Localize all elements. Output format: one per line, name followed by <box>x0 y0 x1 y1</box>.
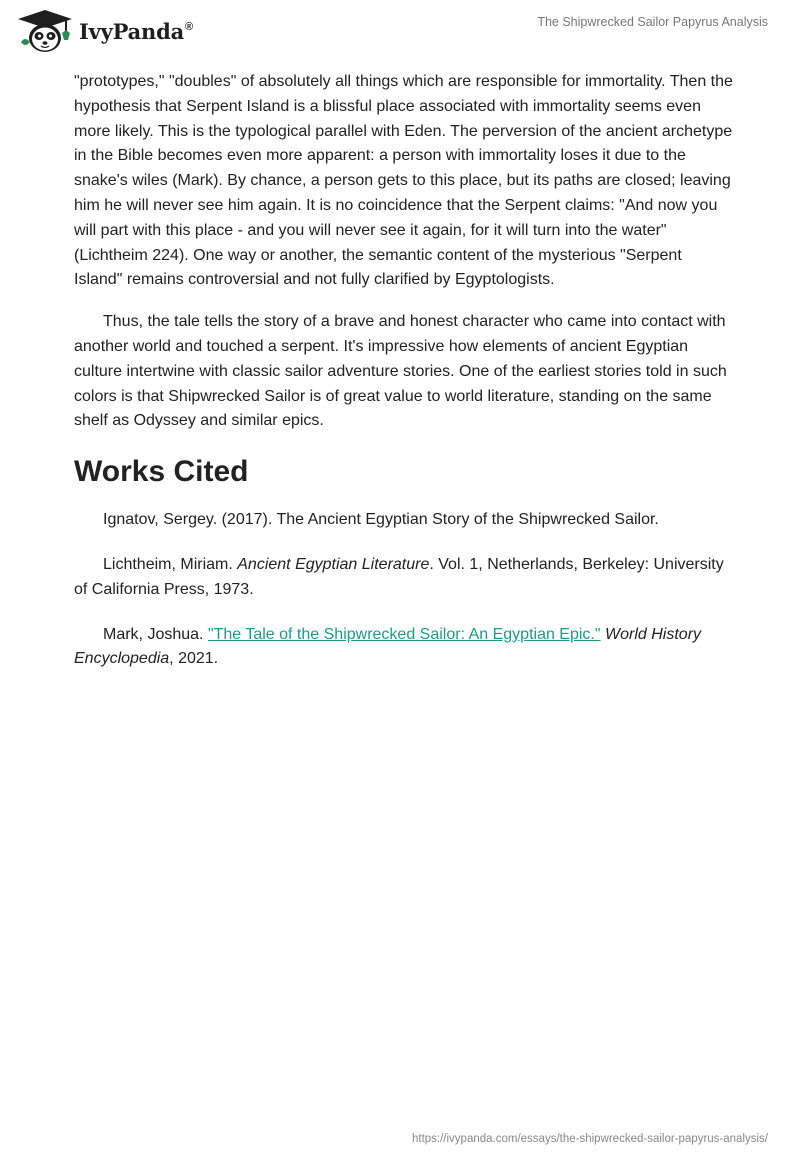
citation-ignatov: Ignatov, Sergey. (2017). The Ancient Egyptian Story of the Shipwrecked Sailor. <box>103 511 659 529</box>
footer-url: https://ivypanda.com/essays/the-shipwrecked-sailor-papyrus-analysis/ <box>411 1133 768 1145</box>
citation-book-title: Ancient Egyptian Literature <box>237 555 430 573</box>
citation-mark: Mark, Joshua. "The Tale of the Shipwrecked Sailor: An Egyptian Epic." World History Encyclopedia, 2021. <box>74 625 702 668</box>
citation-link[interactable]: "The Tale of the Shipwrecked Sailor: An Egyptian Epic." <box>207 625 601 643</box>
document-title: The Shipwrecked Sailor Papyrus Analysis <box>537 15 768 29</box>
brand-name: IvyPanda® <box>79 18 193 44</box>
panda-graduate-icon <box>16 8 74 54</box>
page-header <box>0 0 800 64</box>
works-cited-heading: Works Cited <box>74 455 249 489</box>
citation-journal-title: World History Encyclopedia <box>74 625 702 668</box>
body-paragraph-2: Thus, the tale tells the story of a brave and honest character who came into contact with another world and touched a serpent. It's impressive how elements of ancient Egyptian culture intertwine with classic sailor adventure stories. One of the earliest stories told in such colors is that Shipwrecked Sailor is of great value to world literature, standing on the same shelf as Odyssey and similar epics. <box>74 313 727 430</box>
citation-lichtheim: Lichtheim, Miriam. Ancient Egyptian Literature. Vol. 1, Netherlands, Berkeley: University of California Press, 1973. <box>74 555 724 598</box>
body-paragraph-1: "prototypes," "doubles" of absolutely all things which are responsible for immortality. Then the hypothesis that Serpent Island is a blissful place associated with immortality seems even more likely. This is the typological parallel with Eden. The perversion of the ancient archetype in the Bible becomes even more apparent: a person with immortality loses it due to the snake's wiles (Mark). By chance, a person gets to this place, but its paths are closed; leaving him he will never see him again. It is no coincidence that the Serpent claims: "And now you will part with this place - and you will never see it again, for it will turn into the water" (Lichtheim 224). One way or another, the semantic content of the mysterious "Serpent Island" remains controversial and not fully clarified by Egyptologists. <box>74 73 733 289</box>
brand-logo[interactable] <box>16 8 193 54</box>
essay-content <box>74 70 734 692</box>
